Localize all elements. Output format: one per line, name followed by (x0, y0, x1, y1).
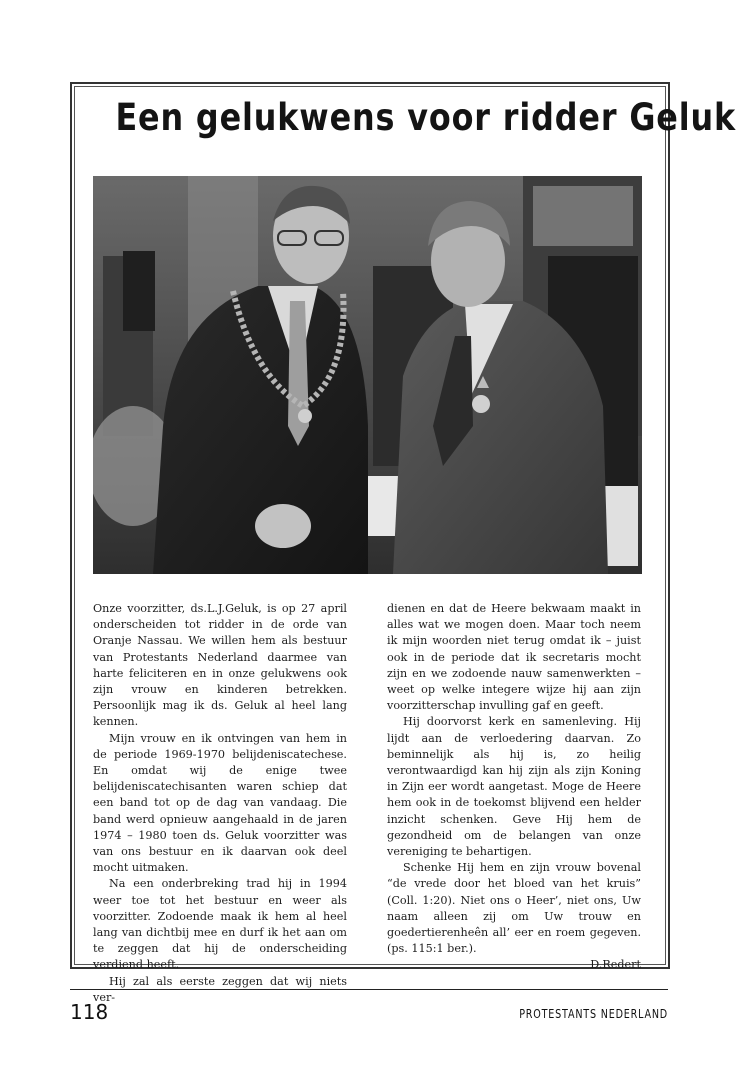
publication-name: PROTESTANTS NEDERLAND (519, 1007, 668, 1021)
article-right-column (387, 601, 641, 974)
article-title: Een gelukwens voor ridder Geluk (115, 96, 737, 139)
footer-divider (70, 989, 668, 990)
paragraph: Hij doorvorst kerk en samenleving. Hij lijdt aan de verloedering daarvan. Zo beminnelijk als hij is, zo heilig verontwaardigd kan hij zijn als zijn Koning in Zijn eer wordt aangetast. Moge de Heere hem ook in de toekomst blijvend een helder inzicht schenken. Geve Hij hem de gezondheid om de belangen van onze vereniging te behartigen. (387, 715, 641, 859)
paragraph: Na een onderbreking trad hij in 1994 weer toe tot het bestuur en weer als voorzitter. Zodoende maak ik hem al heel lang van dichtbij mee en durf ik het aan om te zeggen dat hij de onderscheiding verdiend heeft. (93, 877, 347, 972)
paragraph: dienen en dat de Heere bekwaam maakt in alles wat we mogen doen. Maar toch neem ik mijn woorden niet terug omdat ik – juist ook in de periode dat ik secretaris mocht zijn en we zodoende nauw samenwerkten – weet op welke integere wijze hij aan zijn voorzitterschap invulling gaf en geeft. (387, 602, 641, 713)
page-number: 118 (70, 1000, 109, 1024)
paragraph: Onze voorzitter, ds.L.J.Geluk, is op 27 april onderscheiden tot ridder in de orde van Oranje Nassau. We willen hem als bestuur van Protestants Nederland daarmee van harte feliciteren en in onze gelukwens ook zijn vrouw en kinderen betrekken. Persoonlijk mag ik ds. Geluk al heel lang kennen. (93, 602, 347, 729)
paragraph: Mijn vrouw en ik ontvingen van hem in de periode 1969-1970 belijdeniscatechese. En omdat wij de enige twee belijdeniscatechisanten waren schiep dat een band tot op de dag van vandaag. Die band werd opnieuw aangehaald in de jaren 1974 – 1980 toen ds. Geluk voorzitter was van ons bestuur en ik daarvan ook deel mocht uitmaken. (93, 731, 347, 875)
paragraph: Hij zal als eerste zeggen dat wij niets ver- (93, 974, 347, 1004)
article-left-column (93, 601, 347, 1006)
paragraph: Schenke Hij hem en zijn vrouw bovenal “de vrede door het bloed van het kruis” (Coll. 1:20). Niet ons o Heer’, niet ons, Uw naam alleen zij om Uw trouw en goedertierenheên all’ eer en roem gegeven. (ps. 115:1 ber.). (387, 861, 641, 956)
article-photo (93, 176, 642, 574)
author-signature: D.Redert (590, 958, 641, 972)
